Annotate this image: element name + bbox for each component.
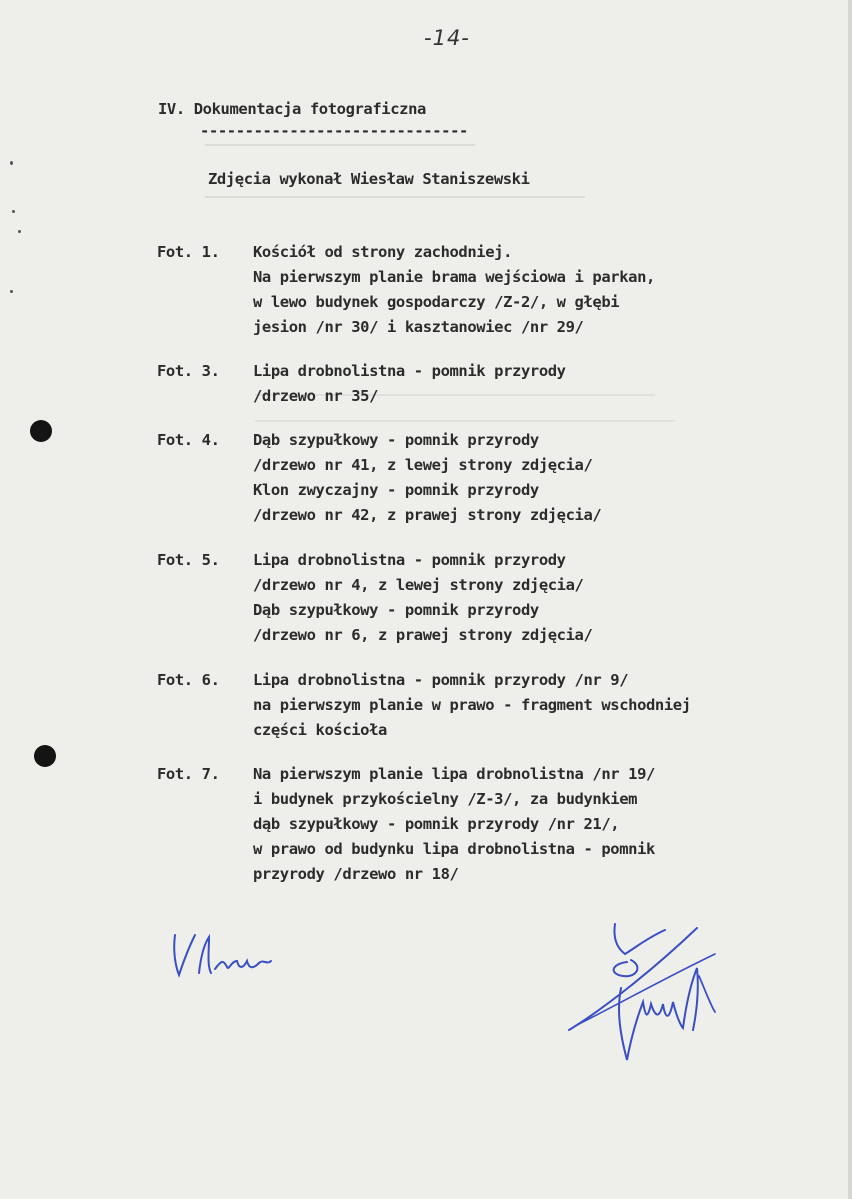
description-line: na pierwszym planie w prawo - fragment wschodniej	[253, 696, 691, 714]
bleed-through-line	[205, 144, 475, 146]
description-line: Kościół od strony zachodniej.	[253, 243, 513, 261]
description-line: w prawo od budynku lipa drobnolistna - pomnik	[253, 840, 655, 858]
section-heading: IV. Dokumentacja fotograficzna	[158, 100, 426, 118]
binder-hole-top	[30, 420, 52, 442]
description-line: /drzewo nr 35/	[253, 387, 379, 405]
page-number: -14-	[424, 26, 470, 50]
photo-entry-description	[253, 359, 566, 409]
page-edge	[848, 0, 852, 1199]
description-line: /drzewo nr 42, z prawej strony zdjęcia/	[253, 506, 602, 524]
description-line: Dąb szypułkowy - pomnik przyrody	[253, 601, 539, 619]
photo-entry-label: Fot. 7.	[157, 765, 220, 783]
photo-entry-description	[253, 240, 655, 340]
photo-entry-label: Fot. 6.	[157, 671, 220, 689]
description-line: części kościoła	[253, 721, 387, 739]
photo-entry-label: Fot. 5.	[157, 551, 220, 569]
description-line: w lewo budynek gospodarczy /Z-2/, w głębi	[253, 293, 620, 311]
signature-right	[565, 918, 720, 1066]
photo-entry-description	[253, 762, 655, 887]
margin-mark	[18, 230, 21, 233]
description-line: przyrody /drzewo nr 18/	[253, 865, 459, 883]
description-line: dąb szypułkowy - pomnik przyrody /nr 21/,	[253, 815, 620, 833]
photo-entry-label: Fot. 1.	[157, 243, 220, 261]
description-line: i budynek przykościelny /Z-3/, za budynkiem	[253, 790, 638, 808]
photo-entry-label: Fot. 3.	[157, 362, 220, 380]
photographer-credit: Zdjęcia wykonał Wiesław Staniszewski	[208, 170, 530, 188]
photo-entry-description	[253, 428, 601, 528]
margin-mark	[10, 161, 13, 165]
bleed-through-line	[255, 420, 675, 422]
binder-hole-bottom	[34, 745, 56, 767]
description-line: Dąb szypułkowy - pomnik przyrody	[253, 431, 539, 449]
section-underline: ------------------------------	[200, 122, 468, 140]
description-line: Na pierwszym planie lipa drobnolistna /nr 19/	[253, 765, 655, 783]
signature-left	[165, 925, 290, 985]
description-line: /drzewo nr 4, z lewej strony zdjęcia/	[253, 576, 584, 594]
margin-mark	[12, 210, 15, 213]
photo-entry-description	[253, 668, 691, 743]
bleed-through-line	[205, 196, 585, 198]
margin-mark	[10, 290, 13, 293]
photo-entry-label: Fot. 4.	[157, 431, 220, 449]
description-line: Lipa drobnolistna - pomnik przyrody	[253, 551, 566, 569]
description-line: Lipa drobnolistna - pomnik przyrody	[253, 362, 566, 380]
description-line: jesion /nr 30/ i kasztanowiec /nr 29/	[253, 318, 584, 336]
description-line: /drzewo nr 41, z lewej strony zdjęcia/	[253, 456, 593, 474]
description-line: Lipa drobnolistna - pomnik przyrody /nr 9/	[253, 671, 629, 689]
description-line: /drzewo nr 6, z prawej strony zdjęcia/	[253, 626, 593, 644]
description-line: Klon zwyczajny - pomnik przyrody	[253, 481, 539, 499]
photo-entry-description	[253, 548, 592, 648]
description-line: Na pierwszym planie brama wejściowa i parkan,	[253, 268, 655, 286]
